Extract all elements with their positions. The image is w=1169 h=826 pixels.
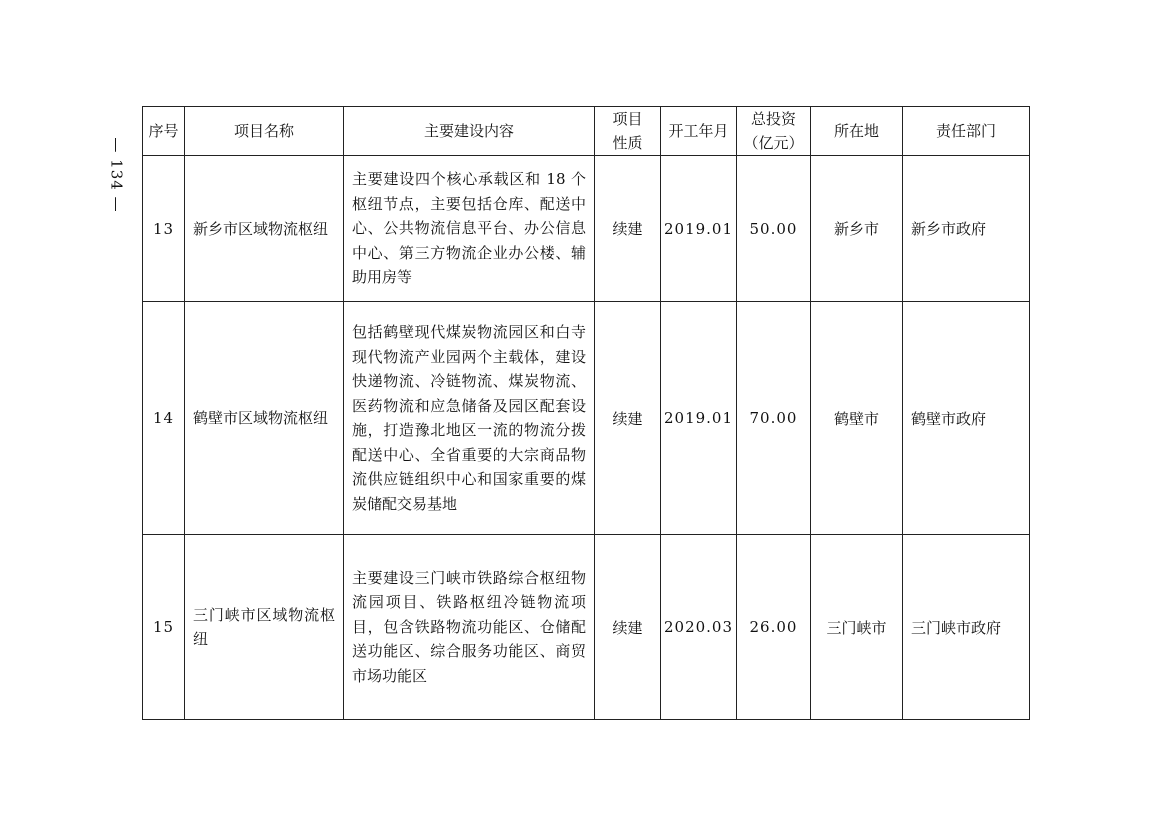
header-start: 开工年月: [661, 107, 737, 156]
header-content: 主要建设内容: [344, 107, 595, 156]
project-table: [142, 106, 1030, 720]
cell-name: 三门峡市区域物流枢纽: [185, 535, 344, 720]
cell-start: 2020.03: [661, 535, 737, 720]
cell-content: 包括鹤壁现代煤炭物流园区和白寺现代物流产业园两个主载体，建设快递物流、冷链物流、煤炭物流、医药物流和应急储备及园区配套设施，打造豫北地区一流的物流分拨配送中心、全省重要的大宗商品物流供应链组织中心和国家重要的煤炭储配交易基地: [344, 302, 595, 535]
header-nature-line1: 项目: [612, 110, 643, 128]
table-row: [143, 535, 1030, 720]
cell-name: 新乡市区域物流枢纽: [185, 156, 344, 302]
header-invest-line2: （亿元）: [743, 134, 804, 152]
cell-start: 2019.01: [661, 156, 737, 302]
cell-invest: 50.00: [737, 156, 811, 302]
header-invest-line1: 总投资: [750, 110, 796, 128]
cell-location: 鹤壁市: [811, 302, 903, 535]
cell-dept: 三门峡市政府: [903, 535, 1030, 720]
header-invest: [737, 107, 811, 156]
header-nature: [595, 107, 661, 156]
cell-nature: 续建: [595, 302, 661, 535]
header-seq: 序号: [143, 107, 185, 156]
cell-seq: 15: [143, 535, 185, 720]
cell-start: 2019.01: [661, 302, 737, 535]
cell-seq: 13: [143, 156, 185, 302]
cell-location: 新乡市: [811, 156, 903, 302]
cell-nature: 续建: [595, 535, 661, 720]
header-nature-line2: 性质: [612, 134, 643, 152]
cell-seq: 14: [143, 302, 185, 535]
cell-invest: 70.00: [737, 302, 811, 535]
page-number-text: — 134 —: [108, 137, 127, 213]
table-row: [143, 156, 1030, 302]
cell-nature: 续建: [595, 156, 661, 302]
cell-location: 三门峡市: [811, 535, 903, 720]
header-name: 项目名称: [185, 107, 344, 156]
cell-invest: 26.00: [737, 535, 811, 720]
header-location: 所在地: [811, 107, 903, 156]
table-header-row: [143, 107, 1030, 156]
cell-content: 主要建设三门峡市铁路综合枢纽物流园项目、铁路枢纽冷链物流项目，包含铁路物流功能区、仓储配送功能区、综合服务功能区、商贸市场功能区: [344, 535, 595, 720]
cell-dept: 鹤壁市政府: [903, 302, 1030, 535]
cell-name: 鹤壁市区域物流枢纽: [185, 302, 344, 535]
page-number: [104, 120, 130, 230]
header-dept: 责任部门: [903, 107, 1030, 156]
table-row: [143, 302, 1030, 535]
cell-dept: 新乡市政府: [903, 156, 1030, 302]
cell-content: 主要建设四个核心承载区和 18 个枢纽节点，主要包括仓库、配送中心、公共物流信息平台、办公信息中心、第三方物流企业办公楼、辅助用房等: [344, 156, 595, 302]
